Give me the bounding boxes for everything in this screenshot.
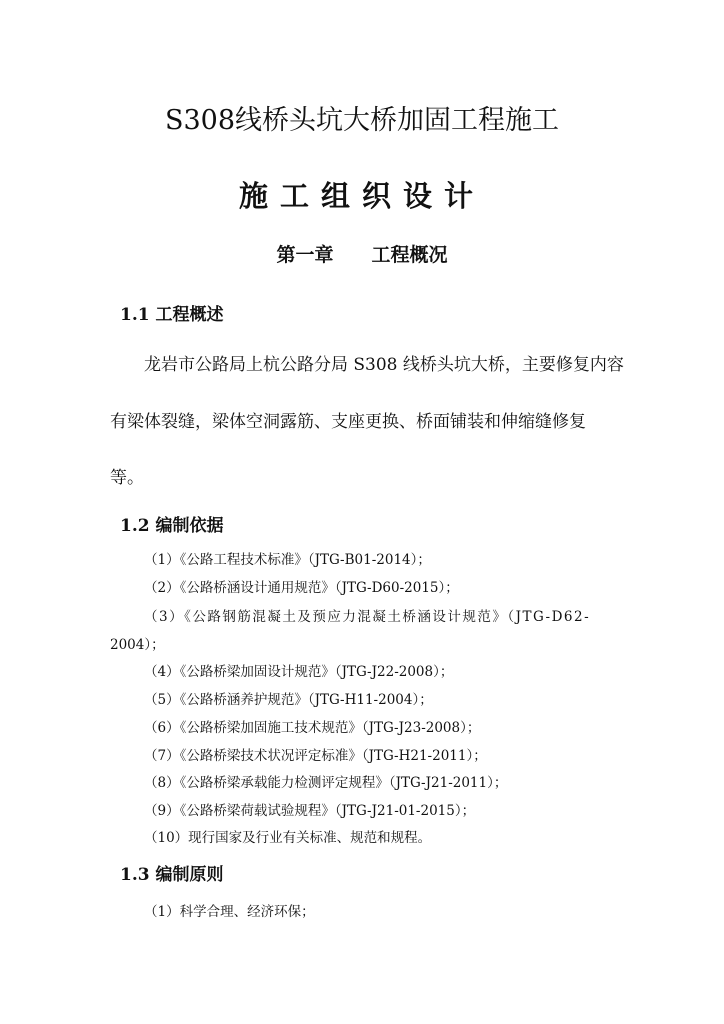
section-heading-overview: 1.1 工程概述 bbox=[120, 305, 224, 325]
section-heading-principles: 1.3 编制原则 bbox=[120, 865, 224, 885]
reference-item-continued: 2004）； bbox=[110, 637, 165, 653]
document-subtitle: 施工组织设计 bbox=[238, 179, 485, 213]
document-title: S308线桥头坑大桥加固工程施工 bbox=[164, 105, 560, 136]
reference-item: （7）《公路桥梁技术状况评定标准》（JTG-H21-2011）； bbox=[144, 748, 487, 764]
reference-item: （9）《公路桥梁荷载试验规程》（JTG-J21-01-2015）； bbox=[144, 803, 476, 819]
reference-item: （6）《公路桥梁加固施工技术规范》（JTG-J23-2008）； bbox=[144, 720, 481, 736]
chapter-number: 第一章 bbox=[276, 244, 334, 266]
reference-item: （4）《公路桥梁加固设计规范》（JTG-J22-2008）； bbox=[144, 664, 454, 680]
reference-item: （1）《公路工程技术标准》（JTG-B01-2014）； bbox=[144, 552, 431, 568]
reference-item: （5）《公路桥涵养护规范》（JTG-H11-2004）； bbox=[144, 692, 433, 708]
reference-item: （8）《公路桥梁承载能力检测评定规程》（JTG-J21-2011）； bbox=[144, 775, 508, 791]
reference-item: （2）《公路桥涵设计通用规范》（JTG-D60-2015）； bbox=[144, 580, 459, 596]
chapter-heading bbox=[0, 240, 724, 267]
reference-item: （3）《公路钢筋混凝土及预应力混凝土桥涵设计规范》（JTG-D62- bbox=[144, 609, 591, 625]
overview-line-1: 龙岩市公路局上杭公路分局 S308 线桥头坑大桥，主要修复内容 bbox=[144, 355, 624, 375]
principle-item: （1）科学合理、经济环保； bbox=[144, 904, 315, 920]
reference-item: （10）现行国家及行业有关标准、规范和规程。 bbox=[144, 830, 432, 846]
overview-line-3: 等。 bbox=[110, 468, 144, 488]
section-heading-basis: 1.2 编制依据 bbox=[120, 516, 224, 536]
overview-line-2: 有梁体裂缝，梁体空洞露筋、支座更换、桥面铺装和伸缩缝修复 bbox=[110, 412, 586, 432]
chapter-name: 工程概况 bbox=[371, 244, 448, 266]
